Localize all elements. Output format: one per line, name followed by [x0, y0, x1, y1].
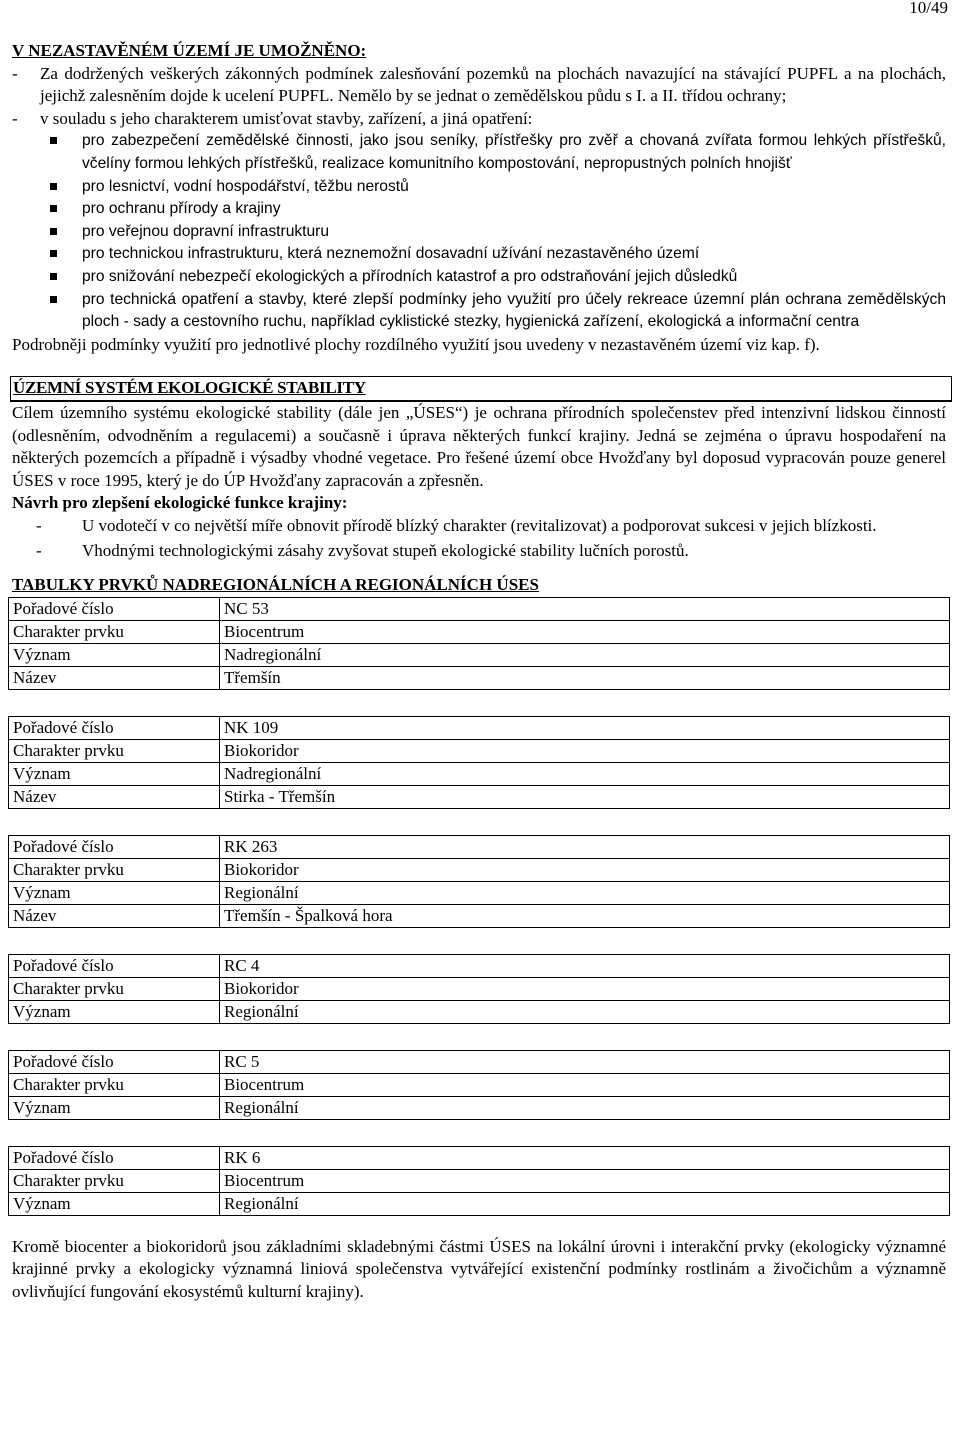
- list-item: pro zabezpečení zemědělské činnosti, jako jsou seníky, přístřešky pro zvěř a chovaná zvířata formou lehkých přístřešků, včelíny formou lehkých přístřešků, realizace komunitního kompostování, nepropustných polních hnojišť: [50, 130, 946, 175]
- table-key-cell: Význam: [9, 1096, 220, 1119]
- table-value-cell: Regionální: [220, 1096, 950, 1119]
- table-value-cell: RC 4: [220, 954, 950, 977]
- uses-table: [8, 1050, 950, 1120]
- proposal-title: Návrh pro zlepšení ekologické funkce krajiny:: [12, 493, 348, 513]
- table-key-cell: Pořadové číslo: [9, 1146, 220, 1169]
- table-value-cell: Stirka - Třemšín: [220, 785, 950, 808]
- dash-text: U vodotečí v co největší míře obnovit přírodě blízký charakter (revitalizovat) a podporovat sukcesi v jejich blízkosti.: [82, 515, 877, 535]
- list-item: pro lesnictví, vodní hospodářství, těžbu nerostů: [50, 176, 946, 199]
- table-key-cell: Název: [9, 666, 220, 689]
- table-value-cell: NK 109: [220, 716, 950, 739]
- uses-table: [8, 954, 950, 1024]
- table-value-cell: Biocentrum: [220, 1169, 950, 1192]
- table-row: [9, 597, 950, 620]
- table-row: [9, 643, 950, 666]
- table-row: [9, 858, 950, 881]
- list-item: pro technickou infrastrukturu, která neznemožní dosavadní užívání nezastavěného území: [50, 243, 946, 266]
- table-row: [9, 1169, 950, 1192]
- table-key-cell: Pořadové číslo: [9, 597, 220, 620]
- table-key-cell: Pořadové číslo: [9, 835, 220, 858]
- list-item: pro veřejnou dopravní infrastrukturu: [50, 221, 946, 244]
- dash-item: - U vodotečí v co největší míře obnovit přírodě blízký charakter (revitalizovat) a podporovat sukcesi v jejich blízkosti.: [36, 515, 946, 538]
- table-key-cell: Pořadové číslo: [9, 716, 220, 739]
- table-key-cell: Pořadové číslo: [9, 954, 220, 977]
- closing-paragraph: Kromě biocenter a biokoridorů jsou základními skladebnými částmi ÚSES na lokální úrovni i interakční prvky (ekologicky významné krajinné prvky a ekologicky významná liniová společenstva vytvářející existenční podmínky rostlinám a živočichům a významně ovlivňující fungování ekosystémů kulturní krajiny).: [12, 1236, 946, 1301]
- table-key-cell: Název: [9, 785, 220, 808]
- square-bullet-icon: [50, 266, 82, 289]
- section-heading: V NEZASTAVĚNÉM ÚZEMÍ JE UMOŽNĚNO:: [12, 41, 367, 60]
- table-row: [9, 1096, 950, 1119]
- table-value-cell: RC 5: [220, 1050, 950, 1073]
- table-value-cell: Třemšín: [220, 666, 950, 689]
- table-row: [9, 785, 950, 808]
- table-value-cell: Regionální: [220, 881, 950, 904]
- table-key-cell: Charakter prvku: [9, 858, 220, 881]
- table-row: [9, 716, 950, 739]
- page-number: 10/49: [909, 0, 948, 17]
- table-key-cell: Význam: [9, 762, 220, 785]
- table-row: [9, 762, 950, 785]
- closing-paragraph: Podrobněji podmínky využití pro jednotlivé plochy rozdílného využití jsou uvedeny v nezastavěném území viz kap. f).: [12, 334, 820, 354]
- table-key-cell: Význam: [9, 1000, 220, 1023]
- square-bullet-icon: [50, 198, 82, 221]
- dash-text: v souladu s jeho charakterem umisťovat stavby, zařízení, a jiná opatření:: [40, 108, 533, 128]
- square-bullet-icon: [50, 221, 82, 244]
- table-key-cell: Význam: [9, 643, 220, 666]
- table-key-cell: Charakter prvku: [9, 1169, 220, 1192]
- page-content: [12, 40, 946, 1303]
- table-row: [9, 1073, 950, 1096]
- table-row: [9, 1000, 950, 1023]
- section-title: ÚZEMNÍ SYSTÉM EKOLOGICKÉ STABILITY: [10, 376, 952, 402]
- dash-text: Vhodnými technologickými zásahy zvyšovat stupeň ekologické stability lučních porostů.: [82, 541, 689, 561]
- square-bullet-icon: [50, 176, 82, 199]
- table-value-cell: Biocentrum: [220, 620, 950, 643]
- table-value-cell: Regionální: [220, 1000, 950, 1023]
- table-value-cell: Nadregionální: [220, 643, 950, 666]
- table-key-cell: Charakter prvku: [9, 620, 220, 643]
- table-value-cell: Biokoridor: [220, 739, 950, 762]
- table-row: [9, 835, 950, 858]
- dash-item: - v souladu s jeho charakterem umisťovat stavby, zařízení, a jiná opatření:: [12, 108, 946, 131]
- table-key-cell: Pořadové číslo: [9, 1050, 220, 1073]
- table-key-cell: Charakter prvku: [9, 1073, 220, 1096]
- table-key-cell: Charakter prvku: [9, 977, 220, 1000]
- table-value-cell: NC 53: [220, 597, 950, 620]
- table-value-cell: Biokoridor: [220, 977, 950, 1000]
- table-value-cell: Nadregionální: [220, 762, 950, 785]
- square-bullet-icon: [50, 243, 82, 266]
- list-item: pro snižování nebezpečí ekologických a přírodních katastrof a pro odstraňování jejich důsledků: [50, 266, 946, 289]
- table-row: [9, 977, 950, 1000]
- table-row: [9, 1192, 950, 1215]
- table-value-cell: RK 263: [220, 835, 950, 858]
- tables-title: TABULKY PRVKŮ NADREGIONÁLNÍCH A REGIONÁLNÍCH ÚSES: [12, 575, 539, 595]
- table-value-cell: Regionální: [220, 1192, 950, 1215]
- table-row: [9, 1050, 950, 1073]
- table-key-cell: Název: [9, 904, 220, 927]
- uses-table: [8, 1146, 950, 1216]
- table-key-cell: Význam: [9, 881, 220, 904]
- table-row: [9, 954, 950, 977]
- table-row: [9, 1146, 950, 1169]
- table-key-cell: Charakter prvku: [9, 739, 220, 762]
- list-item: pro technická opatření a stavby, které zlepší podmínky jeho využití pro účely rekreace územní plán ochrana zemědělských ploch - sady a cestovního ruchu, například cyklistické stezky, hygienická zařízení, ekologická a informační centra: [50, 289, 946, 334]
- table-value-cell: Biokoridor: [220, 858, 950, 881]
- dash-item: - Za dodržených veškerých zákonných podmínek zalesňování pozemků na plochách navazující na stávající PUPFL a na plochách, jejichž zalesněním dojde k ucelení PUPFL. Nemělo by se jednat o zemědělskou půdu s I. a II. třídou ochrany;: [12, 63, 946, 108]
- dash-item: - Vhodnými technologickými zásahy zvyšovat stupeň ekologické stability lučních porostů.: [36, 540, 946, 563]
- uses-tables: [12, 597, 946, 1216]
- uses-table: [8, 597, 950, 690]
- table-key-cell: Význam: [9, 1192, 220, 1215]
- uses-table: [8, 835, 950, 928]
- table-row: [9, 904, 950, 927]
- table-row: [9, 881, 950, 904]
- square-bullet-icon: [50, 130, 82, 175]
- table-row: [9, 620, 950, 643]
- intro-paragraph: Cílem územního systému ekologické stability (dále jen „ÚSES“) je ochrana přírodních společenstev před intenzivní lidskou činností (odlesněním, odvodněním a regulacemi) a současně i úprava některých funkcí krajiny. Jedná se zejména o úpravu hospodaření na některých pozemcích a případně i výsadby vhodné vegetace. Pro řešené území obce Hvožďany byl doposud vypracován pouze generel ÚSES v roce 1995, který je do ÚP Hvožďany zapracován a zpřesněn.: [12, 402, 946, 490]
- table-row: [9, 739, 950, 762]
- list-item: pro ochranu přírody a krajiny: [50, 198, 946, 221]
- uses-table: [8, 716, 950, 809]
- table-value-cell: Třemšín - Špalková hora: [220, 904, 950, 927]
- table-value-cell: RK 6: [220, 1146, 950, 1169]
- table-value-cell: Biocentrum: [220, 1073, 950, 1096]
- table-row: [9, 666, 950, 689]
- square-bullet-icon: [50, 289, 82, 334]
- dash-text: Za dodržených veškerých zákonných podmínek zalesňování pozemků na plochách navazující na stávající PUPFL a na plochách, jejichž zalesněním dojde k ucelení PUPFL. Nemělo by se jednat o zemědělskou půdu s I. a II. třídou ochrany;: [40, 63, 946, 106]
- bullet-list: [12, 130, 946, 333]
